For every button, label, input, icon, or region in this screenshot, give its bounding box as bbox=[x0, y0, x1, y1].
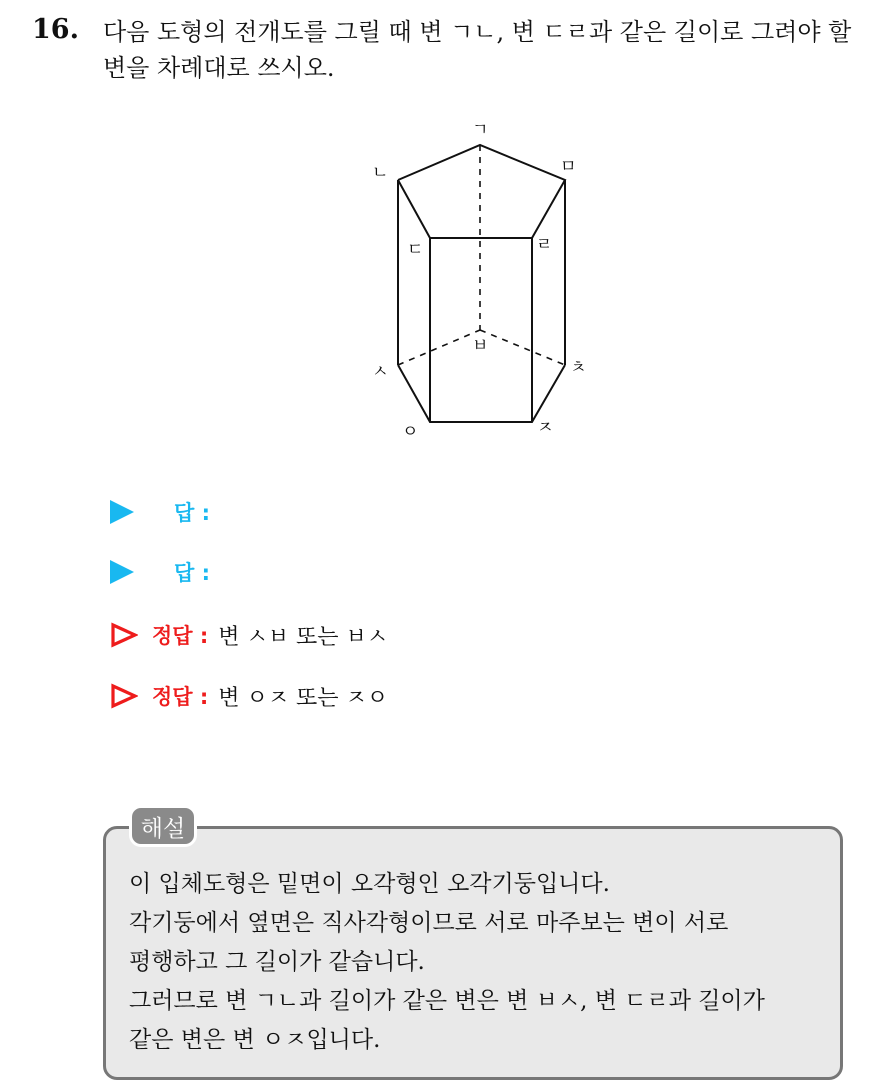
explanation-box bbox=[103, 826, 843, 1080]
label-r: ㄹ bbox=[536, 235, 553, 255]
bottom-front-edges bbox=[398, 365, 565, 422]
label-g: ㄱ bbox=[472, 120, 489, 140]
correct-answer-value: 변 ㅅㅂ 또는 ㅂㅅ bbox=[218, 624, 389, 650]
answer-arrow-icon bbox=[110, 500, 134, 524]
explanation-text bbox=[129, 865, 829, 1060]
explanation-line: 평행하고 그 길이가 같습니다. bbox=[129, 949, 425, 975]
explanation-tag: 해설 bbox=[129, 805, 197, 847]
explanation-line: 각기둥에서 옆면은 직사각형이므로 서로 마주보는 변이 서로 bbox=[129, 910, 729, 936]
explanation-line: 이 입체도형은 밑면이 오각형인 오각기둥입니다. bbox=[129, 871, 610, 897]
label-s: ㅅ bbox=[372, 362, 389, 382]
label-b: ㅂ bbox=[472, 336, 489, 356]
hidden-edge-s-b bbox=[398, 330, 480, 365]
answer-label: 답 : bbox=[174, 501, 210, 525]
correct-answer-row bbox=[110, 679, 388, 713]
label-m: ㅁ bbox=[560, 157, 577, 177]
answer-label: 답 : bbox=[174, 561, 210, 585]
label-d: ㄷ bbox=[407, 240, 424, 260]
answer-arrow-icon bbox=[110, 560, 134, 584]
answer-row bbox=[110, 495, 220, 529]
correct-arrow-icon bbox=[110, 683, 138, 709]
correct-arrow-icon bbox=[110, 622, 138, 648]
correct-answer-value: 변 ㅇㅈ 또는 ㅈㅇ bbox=[218, 685, 389, 711]
label-ch: ㅊ bbox=[570, 358, 587, 378]
correct-answer-label: 정답 : bbox=[152, 624, 209, 648]
correct-answer-row bbox=[110, 618, 388, 652]
hidden-edge-b-ch bbox=[480, 330, 565, 365]
question-number: 16. bbox=[32, 14, 79, 45]
label-n: ㄴ bbox=[372, 163, 389, 183]
explanation-line: 같은 변은 변 ㅇㅈ입니다. bbox=[129, 1027, 381, 1053]
pentagonal-prism-figure bbox=[360, 115, 600, 445]
answer-row bbox=[110, 555, 220, 589]
question-text: 다음 도형의 전개도를 그릴 때 변 ㄱㄴ, 변 ㄷㄹ과 같은 길이로 그려야 할 변을 차례대로 쓰시오. bbox=[103, 18, 852, 82]
label-o: ㅇ bbox=[402, 422, 419, 442]
top-pentagon bbox=[398, 145, 565, 238]
explanation-line: 그러므로 변 ㄱㄴ과 길이가 같은 변은 변 ㅂㅅ, 변 ㄷㄹ과 길이가 bbox=[129, 988, 765, 1014]
label-j: ㅈ bbox=[537, 418, 554, 438]
correct-answer-label: 정답 : bbox=[152, 685, 209, 709]
